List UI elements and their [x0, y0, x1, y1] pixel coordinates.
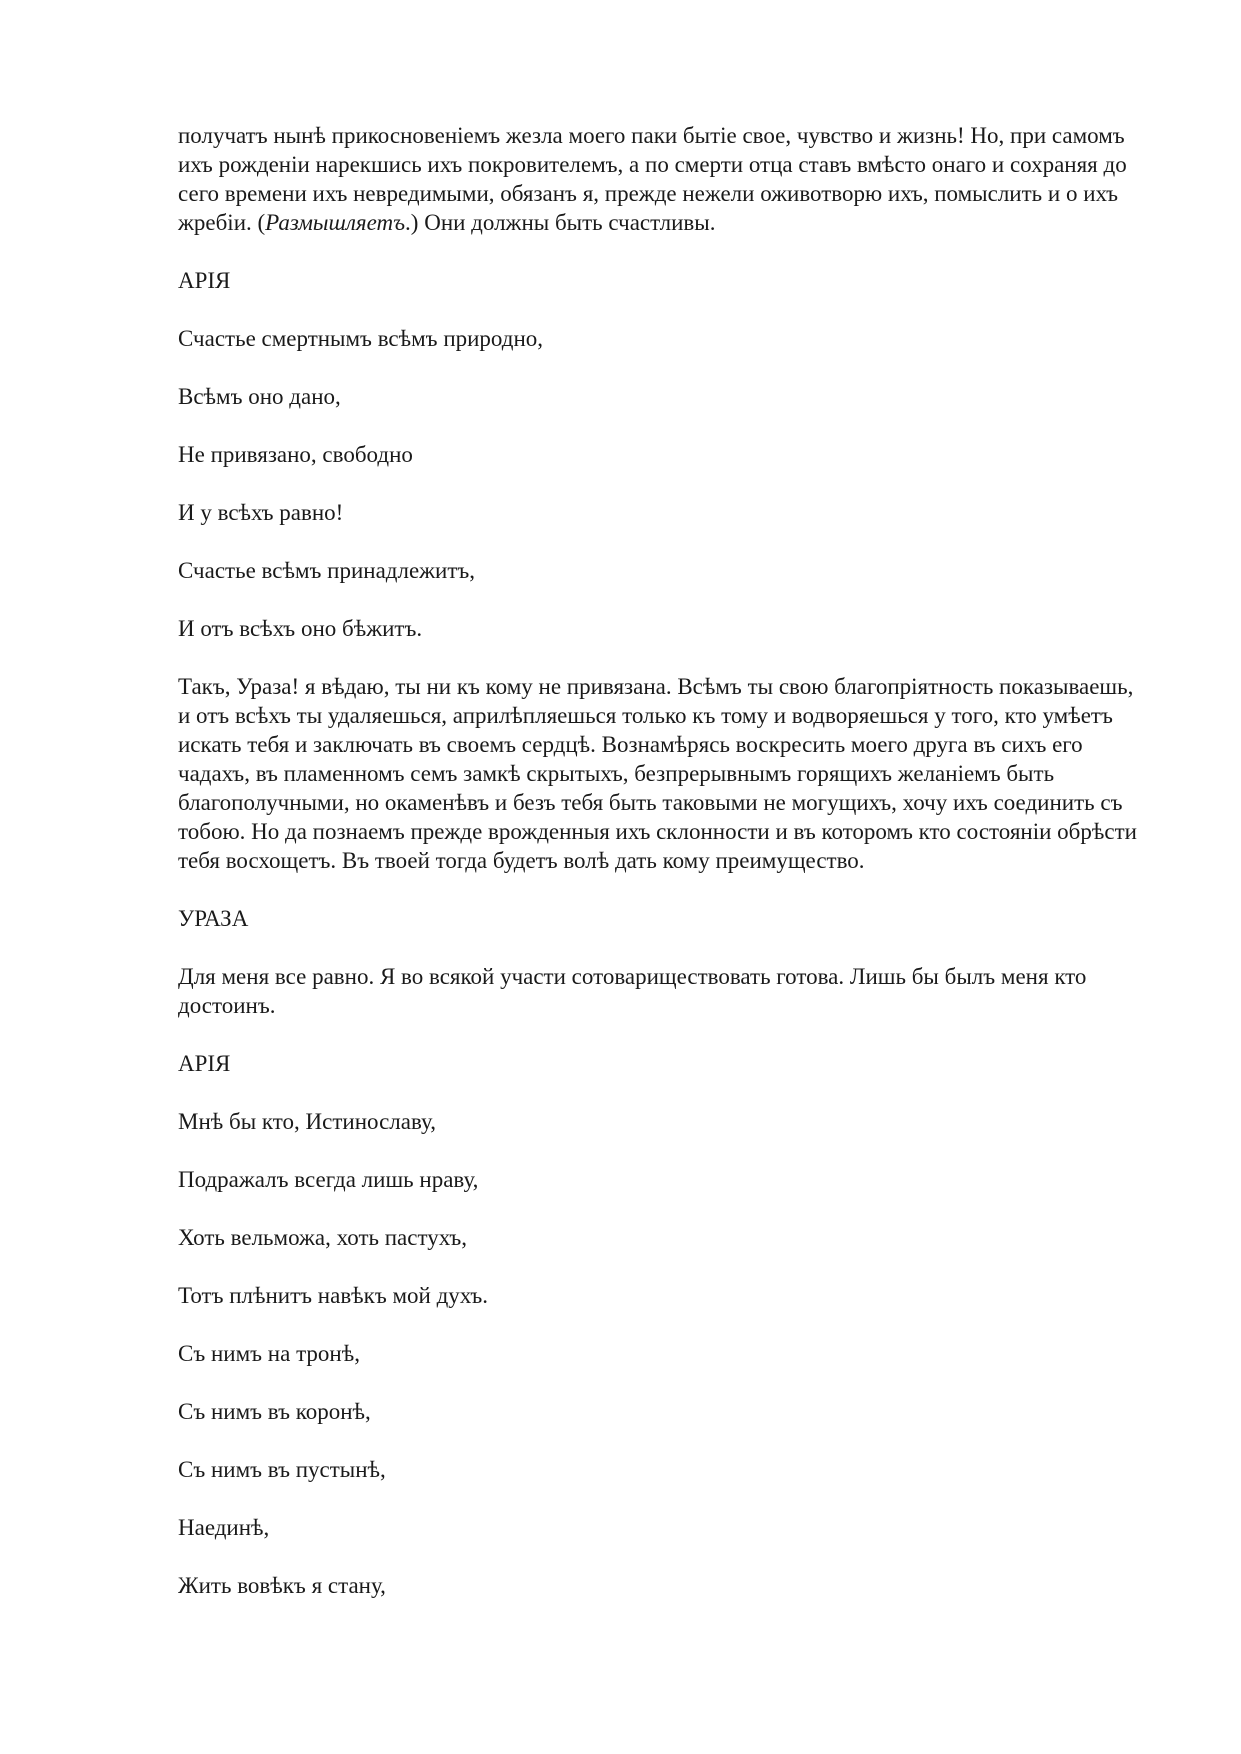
paragraph [178, 121, 1138, 237]
verse-line: Съ нимъ въ пустынѣ, [178, 1457, 386, 1482]
stage-direction: Размышляетъ [265, 210, 406, 235]
verse-line: Съ нимъ на тронѣ, [178, 1341, 360, 1366]
section-heading: АРІЯ [178, 268, 231, 293]
verse-line: Наединѣ, [178, 1515, 270, 1540]
paragraph-text: получатъ нынѣ прикосновеніемъ жезла моего паки бытіе свое, чувство и жизнь! Но, при самомъ ихъ рожденіи нарекшись ихъ покровителемъ, а по смерти отца ставъ вмѣсто онаго и сохраняя до сего времени ихъ невредимыми, обязанъ я, прежде нежели оживотворю ихъ, помыслить и о ихъ жребіи. ( [178, 123, 1127, 235]
verse-line: И у всѣхъ равно! [178, 500, 344, 525]
verse-line: Всѣмъ оно дано, [178, 384, 341, 409]
paragraph: Для меня все равно. Я во всякой участи сотовариществовать готова. Лишь бы былъ меня кто достоинъ. [178, 964, 1087, 1018]
verse-line: Съ нимъ въ коронѣ, [178, 1399, 371, 1424]
verse-line: Счастье всѣмъ принадлежитъ, [178, 558, 476, 583]
verse-line: И отъ всѣхъ оно бѣжитъ. [178, 616, 423, 641]
paragraph: Такъ, Ураза! я вѣдаю, ты ни къ кому не привязана. Всѣмъ ты свою благопріятность показываешь, и отъ всѣхъ ты удаляешься, априлѣпляешься только къ тому и водворяешься у того, кто умѣетъ искать тебя и заключать въ своемъ сердцѣ. Вознамѣрясь воскресить моего друга въ сихъ его чадахъ, въ пламенномъ семъ замкѣ скрытыхъ, безпрерывнымъ горящихъ желаніемъ быть благополучными, но окаменѣвъ и безъ тебя быть таковыми не могущихъ, хочу ихъ соединить съ тобою. Но да познаемъ прежде врожденныя ихъ склонности и въ которомъ кто состояніи обрѣсти тебя восхощетъ. Въ твоей тогда будетъ волѣ дать кому преимущество. [178, 674, 1137, 873]
verse-line: Мнѣ бы кто, Истинославу, [178, 1109, 436, 1134]
paragraph-text: .) Они должны быть счастливы. [405, 210, 716, 235]
verse-line: Жить вовѣкъ я стану, [178, 1573, 386, 1598]
speaker-heading: УРАЗА [178, 906, 249, 931]
verse-line: Подражалъ всегда лишь нраву, [178, 1167, 479, 1192]
document-page [178, 121, 1138, 1600]
section-heading: АРІЯ [178, 1051, 231, 1076]
verse-line: Хоть вельможа, хоть пастухъ, [178, 1225, 467, 1250]
verse-line: Счастье смертнымъ всѣмъ природно, [178, 326, 544, 351]
verse-line: Тотъ плѣнитъ навѣкъ мой духъ. [178, 1283, 489, 1308]
verse-line: Не привязано, свободно [178, 442, 413, 467]
